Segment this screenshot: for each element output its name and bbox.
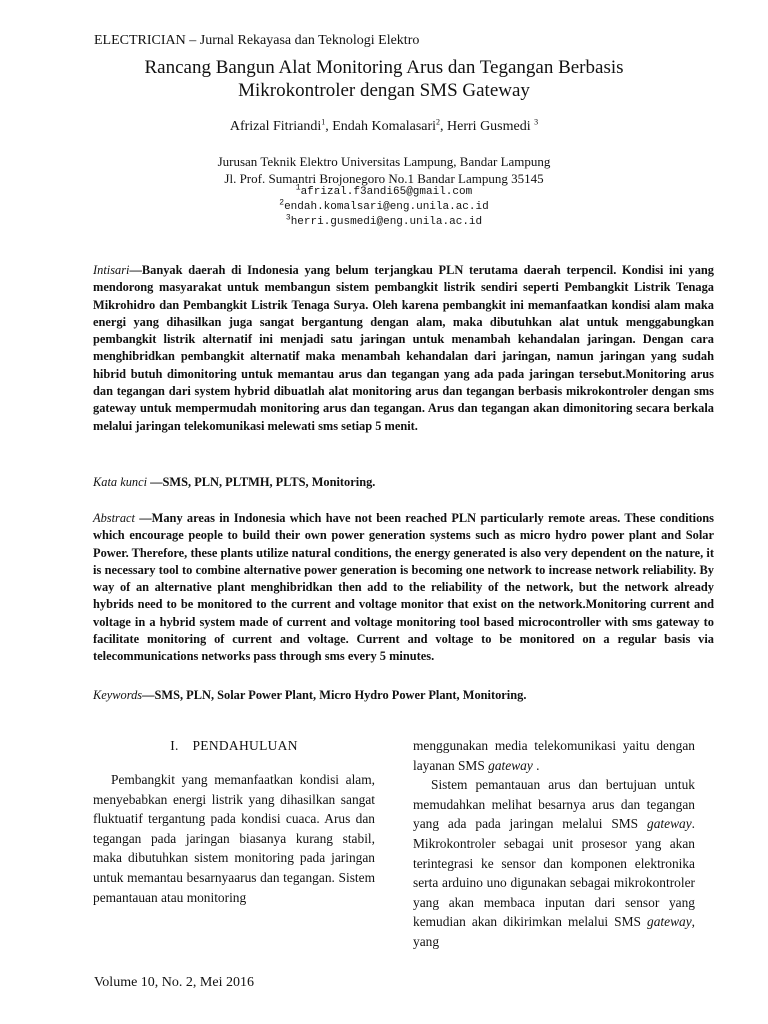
section-heading: I. PENDAHULUAN — [170, 738, 298, 753]
kata-kunci — [93, 474, 714, 491]
affiliation — [0, 153, 768, 187]
author-name: Herri Gusmedi — [447, 119, 531, 134]
journal-header: ELECTRICIAN – Jurnal Rekayasa dan Teknologi Elektro — [94, 33, 420, 48]
volume-footer: Volume 10, No. 2, Mei 2016 — [94, 975, 254, 990]
email-mark: 1 — [295, 183, 301, 193]
title-line-1: Rancang Bangun Alat Monitoring Arus dan Tegangan Berbasis — [144, 57, 624, 78]
kata-kunci-text: —SMS, PLN, PLTMH, PLTS, Monitoring. — [147, 475, 376, 489]
affiliation-line-1: Jurusan Teknik Elektro Universitas Lampung, Bandar Lampung — [217, 154, 551, 169]
affiliation-line-2: Jl. Prof. Sumantri Brojonegoro No.1 Bandar Lampung 35145 — [224, 171, 544, 186]
email-3 — [0, 213, 768, 228]
email-2 — [0, 198, 768, 213]
abstract-label: Abstract — [93, 511, 135, 525]
keywords — [93, 687, 714, 704]
abstract-text: —Many areas in Indonesia which have not been reached PLN particularly remote areas. These conditions which encourage people to build their own power generation systems such as micro hydro power plant and Solar Power. Therefore, these plants utilize natural conditions, the energy generated is also very dependent on the nature, it is necessary tool to combine alternative power generation is becoming one network to increase network reliability. By way of an alternative plant menghibridkan then add to the reliability of the network, but the network already hybrids need to be monitored to the current and voltage monitor that exist on the network.Monitoring current and voltage in a hybrid system made of current and voltage monitoring tool based microcontroller with sms gateway to facilitate monitoring of current and voltage. Current and voltage to be monitored on a regular basis via telecommunications networks pass through sms every 5 minutes. — [93, 511, 714, 664]
abstract-block — [93, 510, 714, 666]
intisari-text: —Banyak daerah di Indonesia yang belum terjangkau PLN terutama daerah terpencil. Kondisi ini yang mendorong masyarakat untuk membangun sistem pembangkit listrik sendiri seperti Pembangkit Listrik Tenaga Mikrohidro dan Pembangkit Listrik Tenaga Surya. Oleh karena pembangkit ini memanfaatkan kondisi alam maka energi yang dihasilkan juga sangat bergantung dengan alam, maka dibutuhkan alat untuk menggabungkan pembangkit listrik alternatif ini menjadi satu jaringan untuk menambah kehandalan jaringan. Dengan cara menghibridkan pembangkit alternatif maka menambah kehandalan dari jaringan, namun jaringan yang sudah hibrid butuh dimonitoring untuk memantau arus dan tegangan yang ada pada jaringan tersebut.Monitoring arus dan tegangan dari system hybrid dibuatlah alat monitoring arus dan tegangan berbasis mikrokontroler dengan sms gateway untuk mempermudah monitoring arus dan tegangan. Arus dan tegangan akan dimonitoring secara berkala melalui jaringan telekomunikasi melewati sms setiap 5 menit. — [93, 263, 714, 433]
email-address: afrizal.f3andi65@gmail.com — [300, 186, 473, 198]
author-name: Afrizal Fitriandi — [229, 119, 322, 134]
author-name: Endah Komalasari — [332, 119, 437, 134]
keywords-text: —SMS, PLN, Solar Power Plant, Micro Hydro Power Plant, Monitoring. — [142, 688, 527, 702]
author-mark: 3 — [534, 117, 539, 127]
intisari-block — [93, 262, 714, 435]
title-line-2: Mikrokontroler dengan SMS Gateway — [238, 80, 530, 101]
author-mark: 1 — [321, 117, 326, 127]
email-address: endah.komalsari@eng.unila.ac.id — [284, 201, 489, 213]
email-1 — [0, 183, 768, 198]
email-address: herri.gusmedi@eng.unila.ac.id — [290, 216, 483, 228]
left-paragraph: Pembangkit yang memanfaatkan kondisi alam, menyebabkan energi listrik yang dihasilkan sangat fluktuatif tergantung pada kondisi cuaca. Arus dan tegangan pada jaringan biasanya kurang stabil, maka dibutuhkan sistem monitoring pada jaringan untuk memantau besarnyaarus dan tegangan. Sistem pemantauan atau monitoring — [93, 772, 375, 905]
email-mark: 2 — [279, 198, 285, 208]
keywords-label: Keywords — [93, 688, 143, 702]
author-mark: 2 — [436, 117, 441, 127]
author-list: Afrizal Fitriandi$^1$, Endah Komalasari$^2$, Herri Gusmedi $^3$ — [229, 117, 539, 134]
right-paragraph-1: menggunakan media telekomunikasi yaitu dengan layanan SMS gateway . — [413, 738, 695, 773]
left-column — [93, 770, 375, 907]
email-mark: 3 — [285, 213, 291, 223]
intisari-label: Intisari — [93, 263, 130, 277]
right-paragraph-2: Sistem pemantauan arus dan bertujuan untuk memudahkan melihat besarnya arus dan tegangan yang ada pada jaringan melalui SMS gateway. Mikrokontroler sebagai unit prosesor yang akan terintegrasi ke sensor dan komponen elektronika serta arduino uno digunakan sebagai mikrokontroler yang akan membaca inputan dari sensor yang kemudian akan dikirimkan melalui SMS gateway, yang — [413, 777, 695, 949]
paper-title — [80, 56, 688, 102]
right-column — [413, 736, 695, 952]
kata-kunci-label: Kata kunci — [93, 475, 148, 489]
